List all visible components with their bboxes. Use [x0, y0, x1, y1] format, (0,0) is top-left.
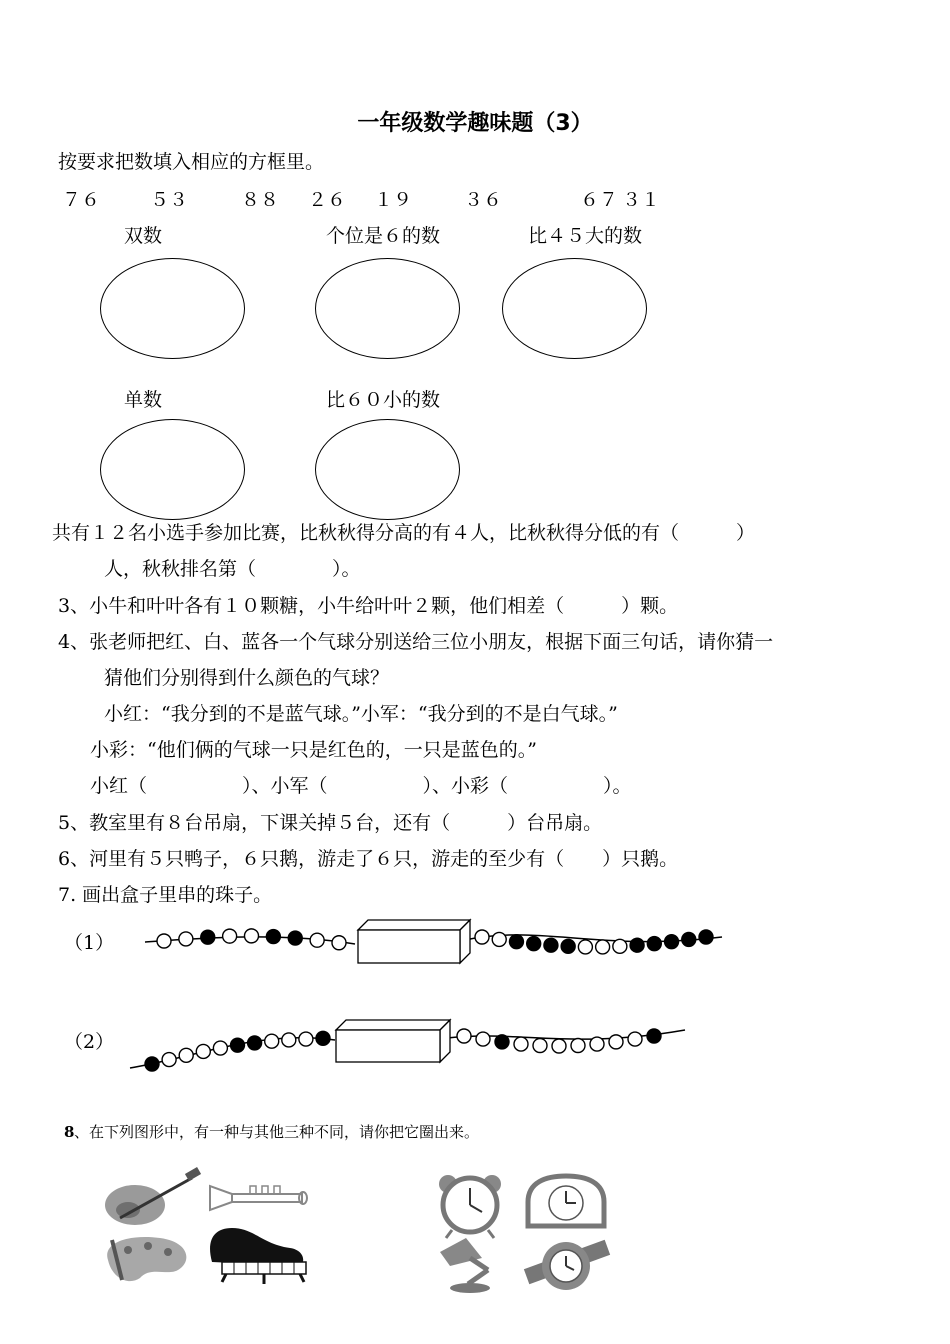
- bead: [231, 1038, 245, 1052]
- bead: [245, 929, 259, 943]
- desk-lamp-icon[interactable]: [440, 1238, 490, 1293]
- bead: [223, 929, 237, 943]
- bead: [647, 1029, 661, 1043]
- q5-text: 5、教室里有８台吊扇，下课关掉５台，还有（ ）台吊扇。: [58, 812, 603, 834]
- bead: [682, 932, 696, 946]
- palette-icon[interactable]: [107, 1237, 186, 1281]
- bead: [527, 937, 541, 951]
- circle-label-odd: 单数: [124, 389, 163, 411]
- number-item: ８８: [241, 189, 280, 211]
- trumpet-icon[interactable]: [210, 1186, 307, 1210]
- bead: [647, 937, 661, 951]
- bead: [162, 1053, 176, 1067]
- bead: [514, 1037, 528, 1051]
- bead: [288, 931, 302, 945]
- bead: [457, 1029, 471, 1043]
- bead: [561, 939, 575, 953]
- bead: [265, 1034, 279, 1048]
- bead-row-1-label: （1）: [64, 932, 115, 954]
- bead: [299, 1032, 313, 1046]
- bead: [213, 1041, 227, 1055]
- q4-line2: 猜他们分别得到什么颜色的气球？: [104, 667, 390, 689]
- bead: [196, 1044, 210, 1058]
- number-item: ２６: [308, 189, 347, 211]
- bead: [310, 933, 324, 947]
- bead: [665, 935, 679, 949]
- bead: [179, 1048, 193, 1062]
- q8-number: 8: [64, 1123, 75, 1141]
- number-item: ５３: [150, 189, 189, 211]
- q4-line5: 小红（ ）、小军（ ）、小彩（ ）。: [90, 775, 632, 797]
- q1-instruction: 按要求把数填入相应的方框里。: [58, 151, 325, 173]
- bead: [613, 939, 627, 953]
- number-item: １９: [374, 189, 413, 211]
- bead: [628, 1032, 642, 1046]
- bead: [609, 1035, 623, 1049]
- q4-line3: 小红：“我分到的不是蓝气球。”小军：“我分到的不是白气球。”: [104, 703, 618, 725]
- piano-icon[interactable]: [210, 1228, 306, 1284]
- circle-label-less-60: 比６０小的数: [326, 389, 441, 411]
- number-item: ６７: [580, 189, 619, 211]
- alarm-clock-icon[interactable]: [439, 1175, 501, 1238]
- bead: [578, 940, 592, 954]
- bead: [495, 1035, 509, 1049]
- bead: [476, 1032, 490, 1046]
- q4-line1: 4、张老师把红、白、蓝各一个气球分别送给三位小朋友，根据下面三句话，请你猜一: [58, 631, 774, 653]
- number-item: ３１: [622, 189, 661, 211]
- bead: [282, 1033, 296, 1047]
- clock-icon[interactable]: [528, 1176, 604, 1226]
- bead: [475, 930, 489, 944]
- bead: [590, 1037, 604, 1051]
- bead: [316, 1031, 330, 1045]
- q4-line4: 小彩：“他们俩的气球一只是红色的，一只是蓝色的。”: [90, 739, 537, 761]
- bead: [179, 932, 193, 946]
- q2-line1: 共有１２名小选手参加比赛，比秋秋得分高的有４人，比秋秋得分低的有（ ）: [52, 522, 756, 544]
- bead: [332, 936, 346, 950]
- bead: [533, 1039, 547, 1053]
- bead: [552, 1039, 566, 1053]
- circle-label-greater-45: 比４５大的数: [528, 225, 643, 247]
- number-item: ７６: [62, 189, 101, 211]
- q8-title: 、在下列图形中，有一种与其他三种不同，请你把它圈出来。: [74, 1123, 480, 1141]
- bead: [699, 930, 713, 944]
- bead: [145, 1057, 159, 1071]
- q2-line2: 人，秋秋排名第（ ）。: [104, 558, 361, 580]
- number-item: ３６: [464, 189, 503, 211]
- bead: [157, 934, 171, 948]
- bead: [596, 940, 610, 954]
- q3-text: 3、小牛和叶叶各有１０颗糖，小牛给叶叶２颗，他们相差（ ）颗。: [58, 595, 679, 617]
- watch-icon[interactable]: [524, 1240, 610, 1290]
- bead: [509, 935, 523, 949]
- bead: [248, 1036, 262, 1050]
- bead: [492, 932, 506, 946]
- circle-label-ones-six: 个位是６的数: [326, 225, 441, 247]
- bead: [201, 930, 215, 944]
- circle-label-even: 双数: [124, 225, 163, 247]
- guitar-icon[interactable]: [105, 1167, 201, 1225]
- q7-title: 7. 画出盒子里串的珠子。: [58, 884, 273, 906]
- q6-text: 6、河里有５只鸭子，６只鹅，游走了６只，游走的至少有（ ）只鹅。: [58, 848, 679, 870]
- page-title: 一年级数学趣味题（3）: [357, 111, 593, 136]
- box-1: [358, 920, 470, 963]
- bead: [266, 930, 280, 944]
- box-2: [336, 1020, 450, 1062]
- bead: [571, 1039, 585, 1053]
- bead-row-2-label: （2）: [64, 1031, 115, 1053]
- bead: [544, 938, 558, 952]
- bead: [630, 938, 644, 952]
